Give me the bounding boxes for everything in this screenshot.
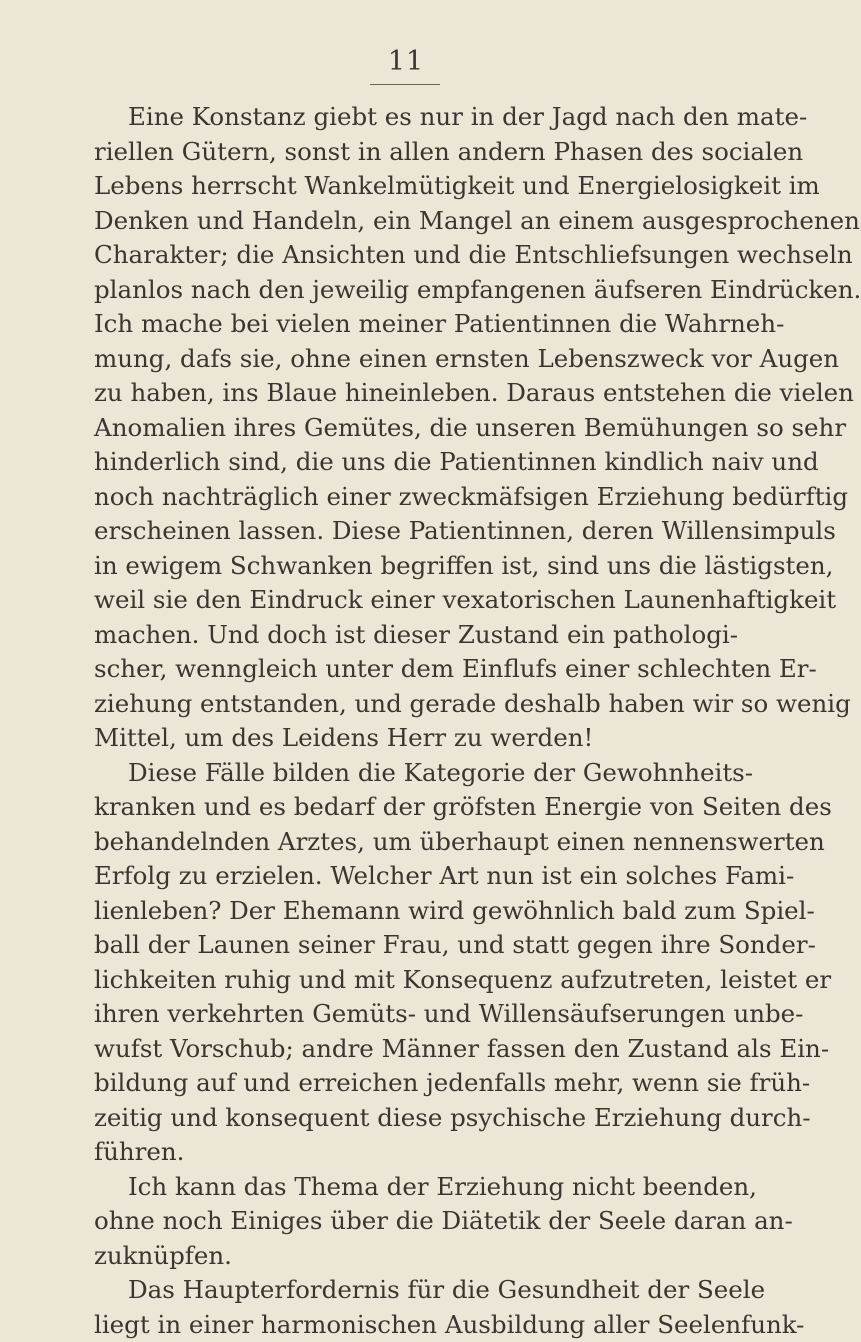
text-line: zuknüpfen. (94, 1239, 738, 1274)
text-line: scher, wenngleich unter dem Einflufs einer schlechten Er- (94, 652, 738, 687)
text-line: in ewigem Schwanken begriffen ist, sind uns die lästigsten, (94, 549, 738, 584)
text-line: hinderlich sind, die uns die Patientinnen kindlich naiv und (94, 445, 738, 480)
text-line: Mittel, um des Leidens Herr zu werden! (94, 721, 738, 756)
text-line: Charakter; die Ansichten und die Entschliefsungen wechseln (94, 238, 738, 273)
text-line: ohne noch Einiges über die Diätetik der Seele daran an- (94, 1204, 738, 1239)
body-text (94, 100, 738, 1342)
text-line: noch nachträglich einer zweckmäfsigen Erziehung bedürftig (94, 480, 738, 515)
text-line: Das Haupterfordernis für die Gesundheit der Seele (94, 1273, 738, 1308)
text-line: Diese Fälle bilden die Kategorie der Gewohnheits- (94, 756, 738, 791)
text-line: zeitig und konsequent diese psychische Erziehung durch- (94, 1101, 738, 1136)
text-line: lienleben? Der Ehemann wird gewöhnlich bald zum Spiel- (94, 894, 738, 929)
page-number: 11 (380, 46, 432, 78)
text-line: wufst Vorschub; andre Männer fassen den Zustand als Ein- (94, 1032, 738, 1067)
text-line: ziehung entstanden, und gerade deshalb haben wir so wenig (94, 687, 738, 722)
text-line: Denken und Handeln, ein Mangel an einem ausgesprochenen (94, 204, 738, 239)
text-line: riellen Gütern, sonst in allen andern Phasen des socialen (94, 135, 738, 170)
text-line: bildung auf und erreichen jedenfalls mehr, wenn sie früh- (94, 1066, 738, 1101)
text-line: mung, dafs sie, ohne einen ernsten Lebenszweck vor Augen (94, 342, 738, 377)
text-line: liegt in einer harmonischen Ausbildung aller Seelenfunk- (94, 1308, 738, 1342)
text-line: ihren verkehrten Gemüts- und Willensäufserungen unbe- (94, 997, 738, 1032)
page-number-underline (370, 84, 440, 85)
text-line: behandelnden Arztes, um überhaupt einen nennenswerten (94, 825, 738, 860)
text-line: kranken und es bedarf der gröfsten Energie von Seiten des (94, 790, 738, 825)
text-line: Ich mache bei vielen meiner Patientinnen die Wahrneh- (94, 307, 738, 342)
text-line: ball der Launen seiner Frau, und statt gegen ihre Sonder- (94, 928, 738, 963)
text-line: Eine Konstanz giebt es nur in der Jagd nach den mate- (94, 100, 738, 135)
text-line: führen. (94, 1135, 738, 1170)
text-line: erscheinen lassen. Diese Patientinnen, deren Willensimpuls (94, 514, 738, 549)
text-line: Ich kann das Thema der Erziehung nicht beenden, (94, 1170, 738, 1205)
text-line: Lebens herrscht Wankelmütigkeit und Energielosigkeit im (94, 169, 738, 204)
text-line: weil sie den Eindruck einer vexatorischen Launenhaftigkeit (94, 583, 738, 618)
text-line: Erfolg zu erzielen. Welcher Art nun ist ein solches Fami- (94, 859, 738, 894)
text-line: Anomalien ihres Gemütes, die unseren Bemühungen so sehr (94, 411, 738, 446)
text-line: planlos nach den jeweilig empfangenen äufseren Eindrücken. (94, 273, 738, 308)
text-line: machen. Und doch ist dieser Zustand ein pathologi- (94, 618, 738, 653)
text-line: lichkeiten ruhig und mit Konsequenz aufzutreten, leistet er (94, 963, 738, 998)
text-line: zu haben, ins Blaue hineinleben. Daraus entstehen die vielen (94, 376, 738, 411)
